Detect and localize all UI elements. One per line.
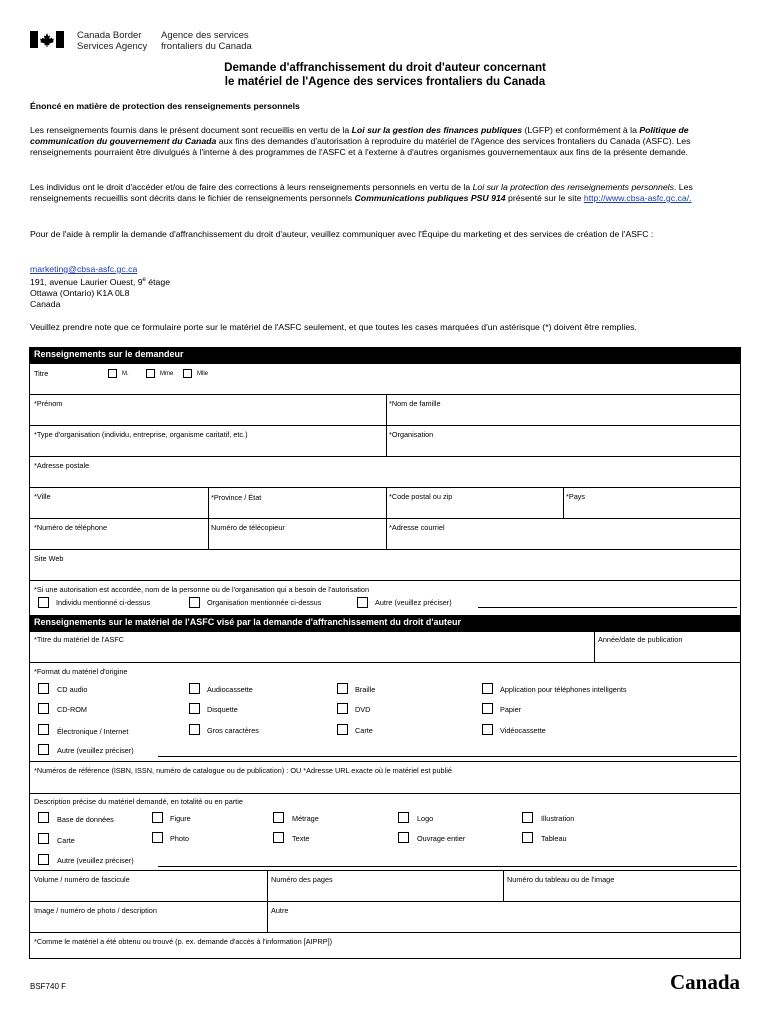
row-divider xyxy=(29,456,741,457)
col-divider xyxy=(208,487,209,518)
p1-text-a: Les renseignements fournis dans le présent document sont recueillis en vertu de la xyxy=(30,125,352,135)
agency-name-fr xyxy=(161,30,252,52)
format-option-label: Vidéocassette xyxy=(500,726,546,735)
checkbox-carte-format[interactable] xyxy=(337,724,348,735)
checkbox-m-label: M. xyxy=(122,371,129,377)
checkbox-autre-autorisation[interactable] xyxy=(357,597,368,608)
part-autre-label: Autre (veuillez préciser) xyxy=(57,856,134,865)
references-label: *Numéros de référence (ISBN, ISSN, numéro de catalogue ou de publication) : OU *Adresse URL exacte où le matériel est publié xyxy=(34,766,452,775)
prenom-label: *Prénom xyxy=(34,399,63,408)
part-option-label: Tableau xyxy=(541,834,567,843)
volume-label: Volume / numéro de fascicule xyxy=(34,875,130,884)
col-divider xyxy=(503,870,504,901)
agency-name-en-line-1: Canada Border xyxy=(77,30,142,41)
p2-text-e: présenté sur le site xyxy=(505,193,584,203)
checkbox-mme-label: Mme xyxy=(160,371,174,377)
checkbox-tableau[interactable] xyxy=(522,832,533,843)
checkbox-mme[interactable] xyxy=(146,369,155,378)
contact-address xyxy=(30,264,742,310)
autre-partie-input[interactable] xyxy=(158,866,737,867)
image-photo-label: Image / numéro de photo / description xyxy=(34,906,157,915)
address-line-3: Canada xyxy=(30,298,61,309)
pays-label: *Pays xyxy=(566,492,586,501)
format-option-label: Braille xyxy=(355,685,376,694)
row-divider xyxy=(29,394,741,395)
checkbox-gros-caracteres[interactable] xyxy=(189,724,200,735)
p2-text-c: . Les renseignements recueillis sont décrits dans le fichier de renseignements personnels xyxy=(30,182,693,203)
part-option-label: Illustration xyxy=(541,814,575,823)
checkbox-ouvrage-entier[interactable] xyxy=(398,832,409,843)
privacy-act-title: Loi sur la protection des renseignements personnels xyxy=(472,182,674,192)
address-line-1-sup: e xyxy=(142,277,146,283)
format-option-label: Audiocassette xyxy=(207,685,253,694)
part-option-label: Base de données xyxy=(57,815,114,824)
row-divider xyxy=(29,793,741,794)
privacy-paragraph-3: Pour de l'aide à remplir la demande d'affranchissement du droit d'auteur, veuillez communiquer avec l'Équipe du marketing et des services de création de l'ASFC : xyxy=(30,229,654,239)
form-number: BSF740 F xyxy=(30,982,67,991)
checkbox-illustration[interactable] xyxy=(522,812,533,823)
psu-914-title: Communications publiques PSU 914 xyxy=(354,193,506,203)
row-divider xyxy=(29,580,741,581)
col-divider xyxy=(563,487,564,518)
checkbox-papier[interactable] xyxy=(482,703,493,714)
page-title-line-1: Demande d'affranchissement du droit d'auteur concernant xyxy=(224,61,546,74)
col-divider xyxy=(386,487,387,518)
address-line-1 xyxy=(30,275,742,288)
col-divider xyxy=(386,518,387,549)
checkbox-videocassette[interactable] xyxy=(482,724,493,735)
section-applicant-frame xyxy=(29,363,741,616)
checkbox-electronique-internet[interactable] xyxy=(38,724,49,735)
format-autre-label: Autre (veuillez préciser) xyxy=(57,746,134,755)
titre-materiel-label: *Titre du matériel de l'ASFC xyxy=(34,635,124,644)
obtenu-label: *Comme le matériel a été obtenu ou trouvé (p. ex. demande d'accès à l'information [AIPRP]) xyxy=(34,937,333,946)
part-option-label: Carte xyxy=(57,836,75,845)
organisation-label: *Organisation xyxy=(389,430,434,439)
row-divider xyxy=(29,425,741,426)
checkbox-autre-autorisation-label: Autre (veuillez préciser) xyxy=(375,598,452,607)
part-option-label: Texte xyxy=(292,834,310,843)
titre-label: Titre xyxy=(34,369,49,378)
format-option-label: CD-ROM xyxy=(57,705,87,714)
format-option-label: Disquette xyxy=(207,705,238,714)
page-title-line-2: le matériel de l'Agence des services frontaliers du Canada xyxy=(224,75,546,88)
checkbox-figure[interactable] xyxy=(152,812,163,823)
checkbox-cd-audio[interactable] xyxy=(38,683,49,694)
checkbox-braille[interactable] xyxy=(337,683,348,694)
format-option-label: Papier xyxy=(500,705,522,714)
format-label: *Format du matériel d'origine xyxy=(34,667,128,676)
row-divider xyxy=(29,518,741,519)
checkbox-carte-partie[interactable] xyxy=(38,833,49,844)
numero-pages-label: Numéro des pages xyxy=(271,875,333,884)
privacy-paragraph-1 xyxy=(30,125,742,158)
p1-text-c: (LGFP) et conformément à la xyxy=(522,125,640,135)
checkbox-mlle[interactable] xyxy=(183,369,192,378)
checkbox-application-telephones[interactable] xyxy=(482,683,493,694)
ville-label: *Ville xyxy=(34,492,51,501)
row-divider xyxy=(29,487,741,488)
canada-wordmark: Canada xyxy=(669,970,740,994)
privacy-heading: Énoncé en matière de protection des renseignements personnels xyxy=(30,101,300,111)
address-line-1-b: étage xyxy=(145,276,171,287)
numero-tableau-label: Numéro du tableau ou de l'image xyxy=(507,875,615,884)
row-divider xyxy=(29,761,741,762)
section-applicant-header: Renseignements sur le demandeur xyxy=(29,347,741,363)
autorisation-label: *Si une autorisation est accordée, nom de la personne ou de l'organisation qui a besoin de l'autorisation xyxy=(34,585,370,594)
checkbox-individu-label: Individu mentionné ci-dessus xyxy=(56,598,151,607)
address-line-1-a: 191, avenue Laurier Ouest, 9 xyxy=(30,276,143,287)
section-material-header: Renseignements sur le matériel de l'ASFC visé par la demande d'affranchissement du droit d'auteur xyxy=(29,615,741,631)
checkbox-texte[interactable] xyxy=(273,832,284,843)
format-option-label: CD audio xyxy=(57,685,88,694)
checkbox-photo[interactable] xyxy=(152,832,163,843)
col-divider xyxy=(208,518,209,549)
col-divider xyxy=(386,425,387,456)
agency-name-fr-line-1: Agence des services xyxy=(161,30,249,41)
code-postal-label: *Code postal ou zip xyxy=(389,492,453,501)
checkbox-m[interactable] xyxy=(108,369,117,378)
checkbox-dvd[interactable] xyxy=(337,703,348,714)
address-line-2: Ottawa (Ontario) K1A 0L8 xyxy=(30,287,130,298)
description-label: Description précise du matériel demandé, en totalité ou en partie xyxy=(34,797,243,806)
lgfp-title: Loi sur la gestion des finances publiques xyxy=(351,125,523,135)
row-divider xyxy=(29,662,741,663)
part-option-label: Figure xyxy=(170,814,191,823)
checkbox-audiocassette[interactable] xyxy=(189,683,200,694)
checkbox-disquette[interactable] xyxy=(189,703,200,714)
telecopieur-label: Numéro de télécopieur xyxy=(211,523,285,532)
annee-publication-label: Année/date de publication xyxy=(598,635,683,644)
agency-name-fr-line-2: frontaliers du Canada xyxy=(161,41,252,52)
checkbox-autre-partie[interactable] xyxy=(38,854,49,865)
privacy-paragraph-2 xyxy=(30,182,742,204)
checkbox-cd-rom[interactable] xyxy=(38,703,49,714)
autre-format-input[interactable] xyxy=(158,756,737,757)
row-divider xyxy=(29,932,741,933)
courriel-label: *Adresse courriel xyxy=(389,523,445,532)
checkbox-logo[interactable] xyxy=(398,812,409,823)
format-option-label: Gros caractères xyxy=(207,726,259,735)
row-divider xyxy=(29,901,741,902)
checkbox-autre-format[interactable] xyxy=(38,744,49,755)
row-divider xyxy=(29,549,741,550)
p2-text-a: Les individus ont le droit d'accéder et/ou de faire des corrections à leurs renseignements personnels en vertu de la xyxy=(30,182,473,192)
nom-famille-label: *Nom de famille xyxy=(389,399,441,408)
marketing-email-link[interactable]: marketing@cbsa-asfc.gc.ca xyxy=(30,264,138,274)
type-organisation-label: *Type d'organisation (individu, entreprise, organisme caritatif, etc.) xyxy=(34,430,248,439)
format-option-label: Application pour téléphones intelligents xyxy=(500,685,627,694)
format-option-label: Carte xyxy=(355,726,373,735)
part-option-label: Logo xyxy=(417,814,434,823)
checkbox-organisation-label: Organisation mentionnée ci-dessus xyxy=(207,598,322,607)
format-option-label: Électronique / Internet xyxy=(57,727,129,736)
part-option-label: Métrage xyxy=(292,814,319,823)
part-option-label: Photo xyxy=(170,834,190,843)
format-option-label: DVD xyxy=(355,705,371,714)
agency-name-en xyxy=(77,30,147,52)
site-web-label: Site Web xyxy=(34,554,64,563)
required-fields-note: Veuillez prendre note que ce formulaire porte sur le matériel de l'ASFC seulement, et que toutes les cases marquées d'un astérisque (*) doivent être remplies. xyxy=(30,322,637,332)
canada-flag-icon xyxy=(30,31,64,48)
col-divider xyxy=(386,394,387,425)
province-label: *Province / État xyxy=(211,493,262,502)
cbsa-website-link[interactable]: http://www.cbsa-asfc.gc.ca/. xyxy=(583,193,692,203)
part-option-label: Ouvrage entier xyxy=(417,834,466,843)
checkbox-individu[interactable] xyxy=(38,597,49,608)
agency-name-en-line-2: Services Agency xyxy=(77,41,148,52)
telephone-label: *Numéro de téléphone xyxy=(34,523,108,532)
col-divider xyxy=(594,631,595,662)
communication-policy-title: Politique de communication du gouvernement du Canada xyxy=(30,125,689,146)
p1-text-e: aux fins des demandes d'autorisation à reproduire du matériel de l'Agence des services frontaliers du Canada (ASFC). Les renseignements pourraient être divulgués à l'interne à des programmes de l'ASFC et à l'externe à d'autres organismes gouvernementaux aux fins de la présente demande. xyxy=(30,136,691,157)
checkbox-organisation[interactable] xyxy=(189,597,200,608)
autre-label: Autre xyxy=(271,906,289,915)
autre-autorisation-input[interactable] xyxy=(478,607,737,608)
checkbox-metrage[interactable] xyxy=(273,812,284,823)
checkbox-mlle-label: Mlle xyxy=(197,371,209,377)
row-divider xyxy=(29,870,741,871)
checkbox-base-donnees[interactable] xyxy=(38,812,49,823)
adresse-postale-label: *Adresse postale xyxy=(34,461,90,470)
